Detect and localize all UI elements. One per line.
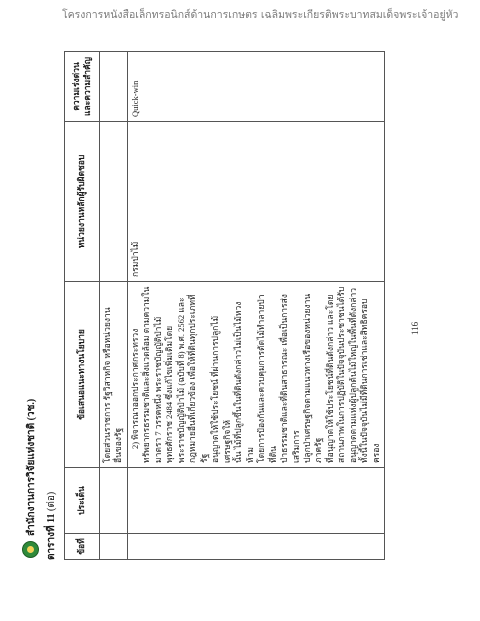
cell-agency: กรมป่าไม้ (127, 122, 384, 282)
table-row (127, 52, 384, 560)
header-agency: หน่วยงานหลักผู้รับผิดชอบ (65, 122, 100, 282)
recommendation-line: พุทธศักราช 2484 ซึ่งแก้ไขเพิ่มเติมโดย (164, 325, 175, 463)
recommendation-line: มาตรา 7 วรรคหนึ่ง พระราชบัญญัติป่าไม้ (152, 316, 163, 463)
cell-agency (100, 122, 128, 282)
table-row (100, 52, 128, 560)
header-recommendation: ข้อเสนอแนะทางนโยบาย (65, 282, 100, 468)
header-no: ข้อที่ (65, 534, 100, 560)
table-continued: (ต่อ) (46, 491, 57, 511)
recommendation-line: ที่อนุญาตให้ใช้ประโยชน์ที่ดินดังกล่าว และโดย (324, 294, 335, 463)
organization-name: สำนักงานการวิจัยแห่งชาติ (วช.) (26, 398, 37, 536)
recommendation-line: กฎหมายอื่นที่เกี่ยวข้อง เพื่อให้ที่ดินทุกประเภทที่รัฐ (187, 294, 209, 463)
policy-table (64, 51, 385, 560)
cell-no (100, 534, 128, 560)
recommendation-line: โดยการป้องกันและควบคุมการตัดไม้ทำลายป่าที่ดิน (256, 294, 278, 463)
header-issue: ประเด็น (65, 468, 100, 534)
table-label: ตารางที่ 11 (46, 513, 57, 560)
recommendation-line: ทั้งนี้ในปัจจุบันไม่มีที่ดินการเช่าและสิทธิครอบครอง (359, 298, 381, 463)
cell-issue (100, 468, 128, 534)
cell-recommendation (100, 282, 128, 468)
nrct-logo-icon (22, 541, 39, 558)
cell-issue (127, 468, 384, 534)
recommendation-line: สถานภาพในการปฏิบัติในปัจจุบันประชาชนได้รับ (336, 286, 347, 463)
recommendation-line: 2) พิจารณาออกประกาศกระทรวง (129, 328, 140, 449)
table-header-row (65, 52, 100, 560)
recommendation-line: ปลูกป่าเศรษฐกิจตามแนวทางเรือของหน่วยงานภาครัฐ (301, 293, 324, 463)
cell-no (127, 534, 384, 560)
recommendation-line: อนุญาตให้ใช้ประโยชน์ ที่ผ่านการปลูกไม้เศรษฐกิจให้ (210, 315, 232, 463)
cell-urgency: Quick-win (127, 52, 384, 122)
cell-urgency (100, 52, 128, 122)
recommendation-line: ป่าธรรมชาติและที่ดินสาธารณะ เพื่อเป็นการส่งเสริมการ (279, 294, 301, 463)
page-number: 116 (410, 321, 420, 335)
recommendation-line: พระราชบัญญัติป่าไม้ (ฉบับที่ 8) พ.ศ. 2562 และ (175, 297, 186, 463)
recommendation-line: อนุญาตตามแห่งผู้ปลูกต้นไม้ใหญ่ในพื้นที่ดังกล่าว (347, 287, 358, 463)
recommendation-line: โดยส่วนราชการ รัฐวิสาหกิจ หรือหน่วยงาน (102, 307, 112, 463)
recommendation-line: ทรัพยากรธรรมชาติและสิ่งแวดล้อม ตามความใน (141, 286, 152, 463)
cell-recommendation (127, 282, 384, 468)
rotated-page-content (20, 50, 440, 560)
recommendation-line: อื่นของรัฐ (113, 427, 124, 463)
header-urgency: ความเร่งด่วนและความสำคัญ (65, 52, 100, 122)
table-caption (44, 492, 59, 560)
recommendation-line: นั้น ไม้ที่ปลูกขึ้นในที่ดินดังกล่าวไม่เป็นไม้หวงห้าม (233, 301, 255, 463)
document-header-title: โครงการหนังสือเล็กทรอนิกส์ด้านการเกษตร เฉลิมพระเกียรติพระบาทสมเด็จพระเจ้าอยู่หัว (62, 9, 459, 21)
